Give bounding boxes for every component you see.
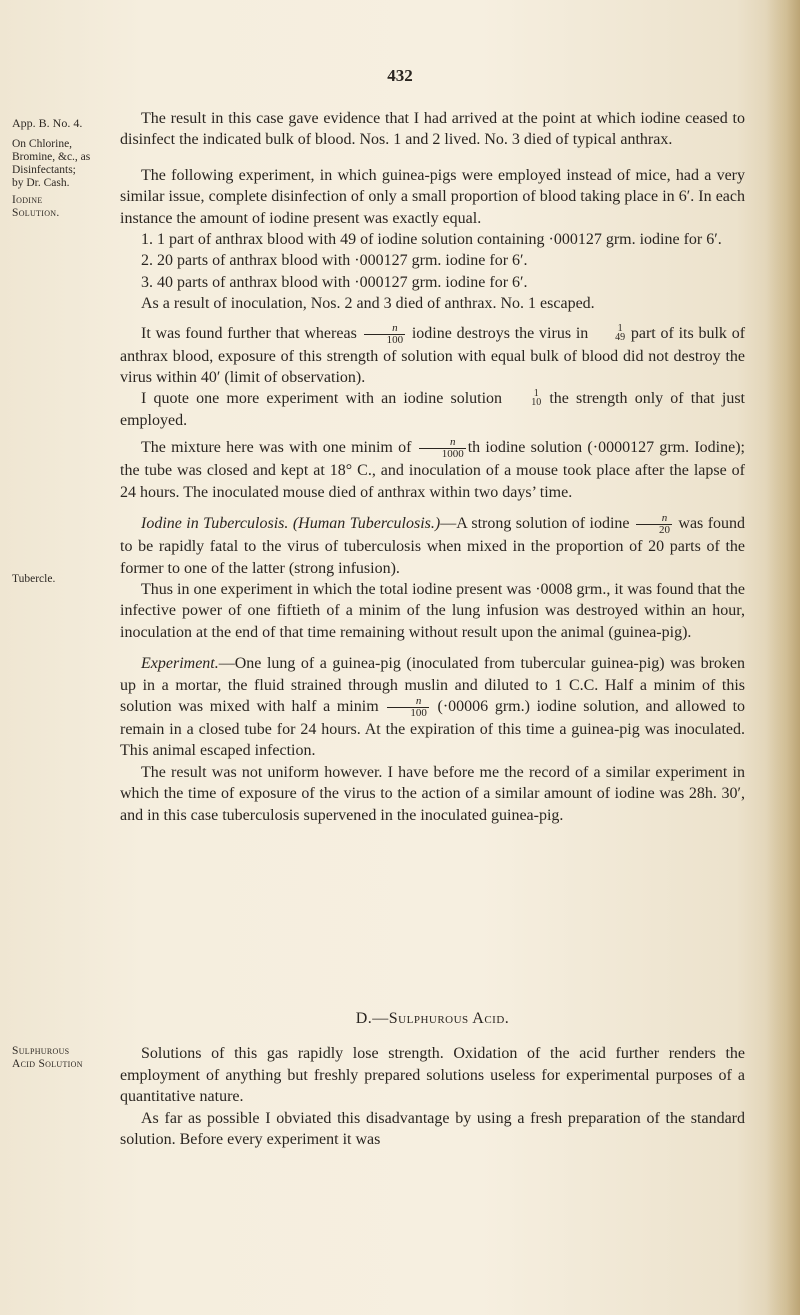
fraction (387, 696, 429, 719)
text-run: —One lung of a guinea-pig (inoculated from tubercular guinea-pig) was broken up in a mortar, the fluid strained through muslin and diluted to 1 C.C. Half a minim of this solution was mixed with half a minim (120, 655, 745, 716)
paragraph: The following experiment, in which guinea-pigs were employed instead of mice, had a very similar issue, complete disinfection of only a small proportion of blood taking place in 6′. In each instance the amount of iodine present was exactly equal. (120, 166, 745, 227)
margin-note-chlorine (12, 117, 107, 190)
fraction-numerator: n (419, 437, 466, 449)
section-title: Iodine in Tuberculosis. (141, 515, 289, 533)
text-run: the strength only of that just employed. (120, 390, 746, 429)
fraction (636, 513, 672, 536)
section-d (120, 1008, 745, 1150)
fraction-numerator: 1 (533, 388, 539, 400)
paragraph: Solutions of this gas rapidly lose strength. Oxidation of the acid further renders the employment of anything but freshly prepared solutions useless for experimental purposes of a quantitative nature. (120, 1045, 745, 1106)
text-run: was found to be rapidly fatal to the virus of tuberculosis when mixed in the proportion of 20 parts of the former to one of the latter (strong infusion). (120, 515, 746, 577)
fraction-denominator: 1000 (441, 448, 464, 461)
fraction-numerator: n (387, 696, 429, 708)
text-run: It was found further that whereas (141, 324, 357, 342)
paragraph: As far as possible I obviated this disadvantage by using a fresh preparation of the standard solution. Before every experiment it was (120, 1109, 745, 1149)
fraction (364, 323, 406, 346)
paragraph: As a result of inoculation, Nos. 2 and 3 died of anthrax. No. 1 escaped. (141, 295, 595, 313)
fraction-denominator: 49 (615, 331, 626, 343)
text-run: part of its bulk of anthrax blood, exposure of this strength of solution with equal bulk of blood did not destroy the virus within 40′ (limit of observation). (120, 324, 746, 387)
list-item: 3. 40 parts of anthrax blood with ·000127 grm. iodine for 6′. (141, 273, 528, 291)
fraction-numerator: n (364, 323, 406, 335)
margin-line: App. B. No. 4. (12, 116, 83, 130)
page-number: 432 (387, 66, 413, 85)
fraction-numerator: n (636, 513, 672, 525)
margin-line: Disinfectants; (12, 164, 76, 176)
section-heading (120, 1008, 745, 1029)
margin-note-tubercle (12, 573, 107, 586)
text-run: I quote one more experiment with an iodine solution (141, 390, 503, 408)
margin-line: by Dr. Cash. (12, 177, 70, 189)
list-item: 1. 1 part of anthrax blood with 49 of iodine solution containing ·000127 grm. iodine for 6′. (141, 231, 722, 249)
fraction (510, 389, 541, 407)
margin-line: Tubercle. (12, 573, 56, 585)
margin-line: Sulphurous (12, 1045, 70, 1057)
text-run: th iodine solution (·0000127 grm. Iodine); the tube was closed and kept at 18° C., and inoculation of a mouse took place after the lapse of 24 hours. The inoculated mouse died of anthrax within two days’ time. (120, 439, 745, 501)
paragraph (120, 323, 745, 389)
paragraph (120, 437, 745, 503)
text-run: The mixture here was with one minim of (141, 439, 412, 457)
fraction-numerator: 1 (617, 322, 623, 334)
margin-note-sulphurous (12, 1045, 107, 1071)
paragraph: The result in this case gave evidence that I had arrived at the point at which iodine ceased to disinfect the indicated bulk of blood. Nos. 1 and 2 lived. No. 3 died of typical anthrax. (120, 110, 745, 149)
margin-line: On Chlorine, (12, 138, 73, 150)
fraction (419, 437, 466, 460)
fraction-denominator: 100 (410, 706, 427, 719)
fraction (594, 324, 625, 342)
page-edge-shadow (766, 0, 800, 1315)
fraction-denominator: 100 (386, 333, 404, 346)
heading-letter: D.— (355, 1010, 389, 1027)
paragraph (120, 513, 745, 579)
text-run: (·00006 grm.) iodine solution, and allowed to remain in a closed tube for 24 hours. At the expiration of this time a guinea-pig was inoculated. This animal escaped infection. (120, 698, 746, 760)
paragraph (120, 653, 745, 762)
list-item: 2. 20 parts of anthrax blood with ·000127 grm. iodine for 6′. (141, 252, 528, 270)
margin-line: Bromine, &c., as (12, 151, 91, 163)
margin-line: Acid Solution (12, 1058, 83, 1070)
experiment-label: Experiment. (141, 655, 219, 673)
fraction-denominator: 10 (531, 397, 542, 409)
margin-line: Iodine (12, 194, 43, 206)
section-subtitle: (Human Tuberculosis.) (292, 515, 441, 533)
paragraph (120, 388, 745, 431)
fraction-denominator: 20 (658, 524, 670, 537)
main-text (120, 108, 745, 826)
paragraph: Thus in one experiment in which the total iodine present was ·0008 grm., it was found that the infective power of one fiftieth of a minim of the lung infusion was destroyed within an hour, inoculation at the end of that time remaining without result upon the animal (guinea-pig). (120, 580, 745, 641)
text-run: iodine destroys the virus in (411, 324, 589, 342)
margin-note-iodine (12, 194, 107, 220)
heading-text: Sulphurous Acid. (388, 1010, 510, 1027)
paragraph: The result was not uniform however. I have before me the record of a similar experiment in which the time of exposure of the virus to the action of a similar amount of iodine was 28h. 30′, and in this case tuberculosis supervened in the inoculated guinea-pig. (120, 763, 745, 824)
text-run: —A strong solution of iodine (440, 515, 630, 533)
margin-line: Solution. (12, 207, 60, 219)
